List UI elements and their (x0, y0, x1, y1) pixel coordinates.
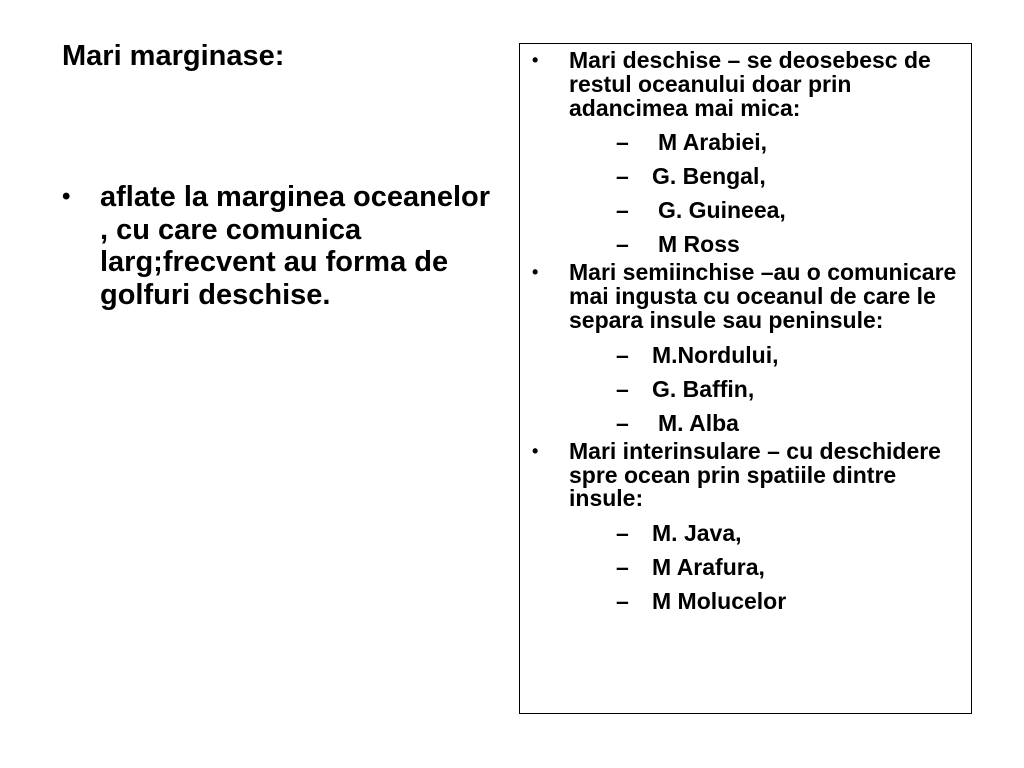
dash-icon: – (616, 588, 629, 615)
sea-example-item (606, 198, 962, 222)
sea-types-list (532, 49, 962, 618)
sea-example-text: M. Java, (652, 520, 742, 547)
sea-example-item (606, 343, 962, 367)
sea-example-item (606, 411, 962, 435)
sea-examples-list (569, 521, 962, 613)
sea-example-text: M Arafura, (652, 554, 765, 581)
slide-title: Mari marginase: (62, 40, 285, 72)
sea-type-text: Mari interinsulare – cu deschidere spre ocean prin spatiile dintre insule: (569, 437, 941, 512)
sea-example-text: G. Guineea, (658, 197, 786, 224)
sea-example-text: M Molucelor (652, 588, 787, 615)
sea-examples-list (569, 343, 962, 435)
sea-example-text: G. Baffin, (652, 375, 755, 402)
sea-example-text: M Arabiei, (658, 129, 768, 156)
sea-type-item-interinsular (532, 437, 962, 615)
sea-type-text: Mari deschise – se deosebesc de restul oceanului doar prin adancimea mai mica: (569, 47, 931, 121)
bullet-icon: • (62, 183, 71, 210)
sea-example-item (606, 589, 962, 613)
dash-icon: – (616, 129, 629, 156)
dash-icon: – (616, 197, 629, 224)
sea-example-item (606, 377, 962, 401)
bullet-icon: • (532, 440, 539, 461)
sea-types-box (519, 43, 972, 714)
dash-icon: – (616, 163, 629, 190)
sea-example-item (606, 555, 962, 579)
bullet-icon: • (532, 262, 539, 283)
dash-icon: – (616, 409, 629, 436)
left-bullet-text: aflate la marginea oceanelor , cu care comunica larg;frecvent au forma de golfuri deschise. (100, 181, 491, 311)
sea-example-text: M. Alba (658, 409, 739, 436)
sea-type-text: Mari semiinchise –au o comunicare mai ingusta cu oceanul de care le separa insule sau peninsule: (569, 259, 957, 333)
sea-example-text: M Ross (658, 231, 740, 258)
dash-icon: – (616, 554, 629, 581)
dash-icon: – (616, 375, 629, 402)
sea-example-text: M.Nordului, (652, 341, 779, 368)
left-bullet-list (62, 181, 502, 311)
dash-icon: – (616, 231, 629, 258)
dash-icon: – (616, 341, 629, 368)
dash-icon: – (616, 520, 629, 547)
bullet-icon: • (532, 50, 539, 70)
sea-example-item (606, 164, 962, 188)
sea-type-item-semi-closed (532, 261, 962, 434)
sea-example-item (606, 521, 962, 545)
sea-example-item (606, 232, 962, 256)
left-bullet-item (62, 181, 502, 311)
sea-example-text: G. Bengal, (652, 163, 766, 190)
sea-type-item-open (532, 49, 962, 256)
sea-example-item (606, 130, 962, 154)
sea-examples-list (569, 130, 962, 256)
